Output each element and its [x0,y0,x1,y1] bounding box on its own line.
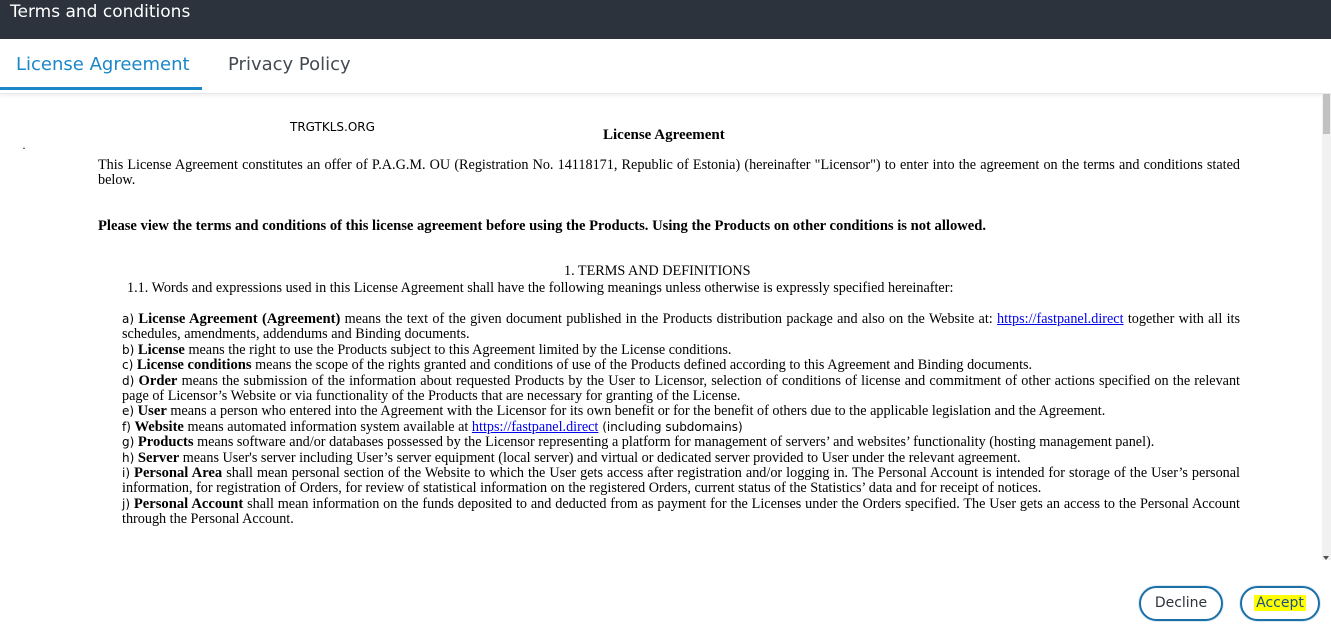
definitions-list [122,312,1240,528]
stray-mark: · [22,141,26,155]
definition-item: b) License means the right to use the Products subject to this Agreement limited by the License conditions. [122,341,732,358]
title-bar [0,0,1331,39]
tab-license-agreement[interactable]: License Agreement [0,39,202,90]
license-document[interactable] [0,94,1322,564]
intro-paragraph: This License Agreement constitutes an offer of P.A.G.M. OU (Registration No. 14118171, Republic of Estonia) (hereinafter "Licensor") to enter into the agreement on the terms and conditions stated below. [98,157,1240,189]
definition-term: Personal Area [134,465,223,482]
accept-button-label: Accept [1256,595,1304,611]
definition-item: h) Server means User's server including User’s server equipment (local server) and virtual or dedicated server provided to User under the relevant agreement. [122,449,1021,466]
window-title: Terms and conditions [10,2,191,22]
decline-button[interactable]: Decline [1139,586,1223,621]
warning-paragraph: Please view the terms and conditions of this license agreement before using the Products. Using the Products on other conditions is not allowed. [98,218,987,234]
definition-item: j) Personal Account shall mean information on the funds deposited to and deducted from as payment for the Licenses under the Orders specified. The User gets an access to the Personal Account through the Personal Account. [122,495,1241,528]
definition-item: g) Products means software and/or databases possessed by the Licensor representing a platform for management of servers’ and websites’ functionality (hosting management panel). [122,434,1155,451]
vertical-scrollbar[interactable] [1322,94,1331,560]
section-title: 1. TERMS AND DEFINITIONS [564,263,751,279]
section-intro: 1.1. Words and expressions used in this License Agreement shall have the following meanings unless otherwise is expressly specified hereinafter: [127,280,954,296]
definition-term: Products [137,434,194,451]
document-heading: License Agreement [603,127,725,143]
scrollbar-thumb[interactable] [1323,94,1330,134]
definition-term: Server [137,449,180,466]
website-link[interactable]: https://fastpanel.direct [997,311,1124,327]
definition-term: License conditions [136,357,252,374]
definition-term: User [137,403,167,420]
scroll-down-icon[interactable] [1323,556,1329,560]
tab-privacy-policy[interactable]: Privacy Policy [228,54,351,75]
definition-item: a) License Agreement (Agreement) means the text of the given document published in the Products distribution package and also on the Website at: https://fastpanel.direct together with all its schedules, amendments, addendums and Binding documents. [122,311,1241,343]
accept-button[interactable] [1240,586,1320,621]
definition-term: License [137,341,185,358]
definition-term: Order [138,372,178,389]
definition-item: d) Order means the submission of the information about requested Products by the User to Licensor, selection of conditions of license and commitment of other actions specified on the relevant page of Licensor’s Website or via functionality of the Products that are necessary for granting of the License. [122,372,1240,405]
definition-item: i) Personal Area shall mean personal section of the Website to which the User gets access after registration and/or logging in. The Personal Account is intended for storage of the User’s personal information, for registration of Orders, for review of statistical information on the registered Orders, current status of the Statistics’ data and for receipt of notices. [122,465,1240,497]
tab-bar [0,39,1331,94]
definition-term: License Agreement (Agreement) [138,311,341,327]
definition-term: Website [134,418,184,435]
definition-item: c) License conditions means the scope of the rights granted and conditions of use of the Products defined according to this Agreement and Binding documents. [122,357,1033,374]
watermark-text: TRGTKLS.ORG [290,120,375,134]
definition-term: Personal Account [133,495,244,512]
definition-item: e) User means a person who entered into the Agreement with the Licensor for its own benefit or for the benefit of others due to the applicable legislation and the Agreement. [122,403,1106,420]
definition-item: f) Website means automated information system available at https://fastpanel.direct (including subdomains) [122,418,743,435]
website-link[interactable]: https://fastpanel.direct [471,418,599,435]
